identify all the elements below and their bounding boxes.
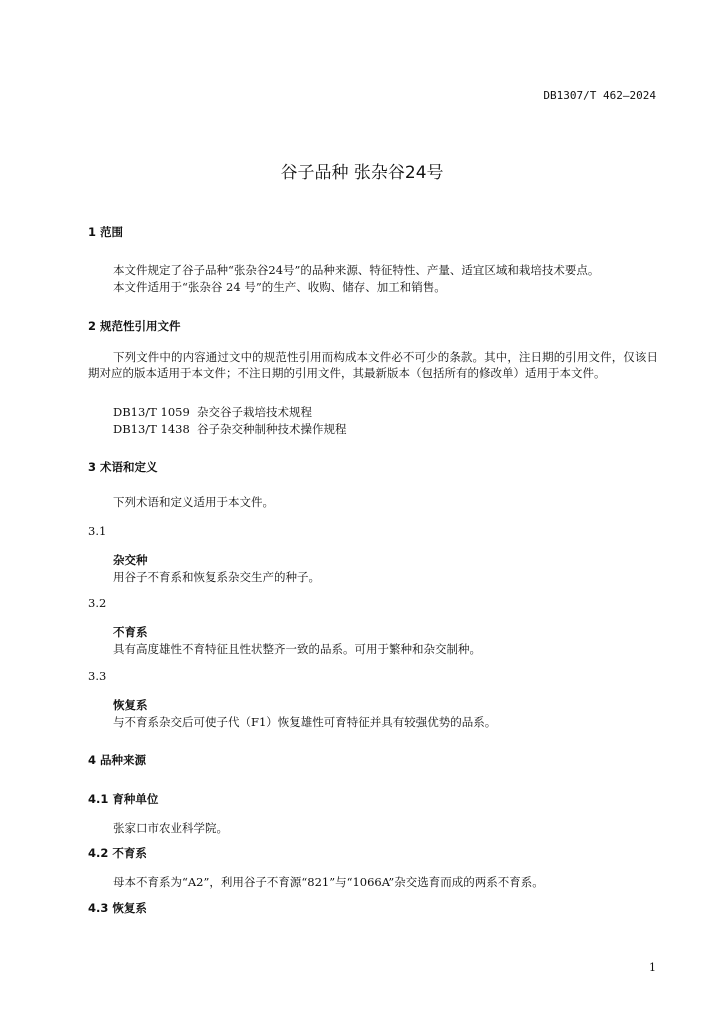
term-number: 3.3 <box>88 669 107 683</box>
reference-item <box>113 421 347 437</box>
section-heading-normative-references: 2 规范性引用文件 <box>88 319 181 333</box>
paragraph: 下列术语和定义适用于本文件。 <box>113 495 274 509</box>
subsection-heading: 4.2 不育系 <box>88 846 147 860</box>
term-name: 恢复系 <box>113 698 148 712</box>
reference-item <box>113 404 312 420</box>
reference-title: 杂交谷子栽培技术规程 <box>197 405 312 419</box>
paragraph: 下列文件中的内容通过文中的规范性引用而构成本文件必不可少的条款。其中，注日期的引用文件，仅该日期对应的版本适用于本文件；不注日期的引用文件，其最新版本（包括所有的修改单）适用于本文件。 <box>88 350 658 380</box>
paragraph: 母本不育系为“A2”，利用谷子不育源“821”与“1066A”杂交选育而成的两系不育系。 <box>113 875 544 889</box>
term-definition: 具有高度雄性不育特征且性状整齐一致的品系。可用于繁种和杂交制种。 <box>113 642 481 656</box>
term-number: 3.1 <box>88 524 107 538</box>
section-heading-variety-source: 4 品种来源 <box>88 753 147 767</box>
subsection-heading: 4.3 恢复系 <box>88 901 147 915</box>
term-number: 3.2 <box>88 596 107 610</box>
paragraph: 本文件适用于“张杂谷 24 号”的生产、收购、储存、加工和销售。 <box>113 280 446 294</box>
term-name: 杂交种 <box>113 553 148 567</box>
section-heading-scope: 1 范围 <box>88 225 124 239</box>
term-name: 不育系 <box>113 625 148 639</box>
reference-title: 谷子杂交种制种技术操作规程 <box>197 422 347 436</box>
page-number: 1 <box>649 961 656 974</box>
paragraph: 张家口市农业科学院。 <box>113 821 228 835</box>
reference-code: DB13/T 1438 <box>113 422 190 436</box>
term-definition: 与不育系杂交后可使子代（F1）恢复雄性可育特征并具有较强优势的品系。 <box>113 715 497 729</box>
page-title: 谷子品种 张杂谷24号 <box>280 163 444 183</box>
paragraph: 本文件规定了谷子品种“张杂谷24号”的品种来源、特征特性、产量、适宜区域和栽培技术要点。 <box>113 263 600 277</box>
reference-code: DB13/T 1059 <box>113 405 190 419</box>
section-heading-terms: 3 术语和定义 <box>88 460 158 474</box>
subsection-heading: 4.1 育种单位 <box>88 792 159 806</box>
term-definition: 用谷子不育系和恢复系杂交生产的种子。 <box>113 570 320 584</box>
document-code: DB1307/T 462—2024 <box>543 89 656 102</box>
